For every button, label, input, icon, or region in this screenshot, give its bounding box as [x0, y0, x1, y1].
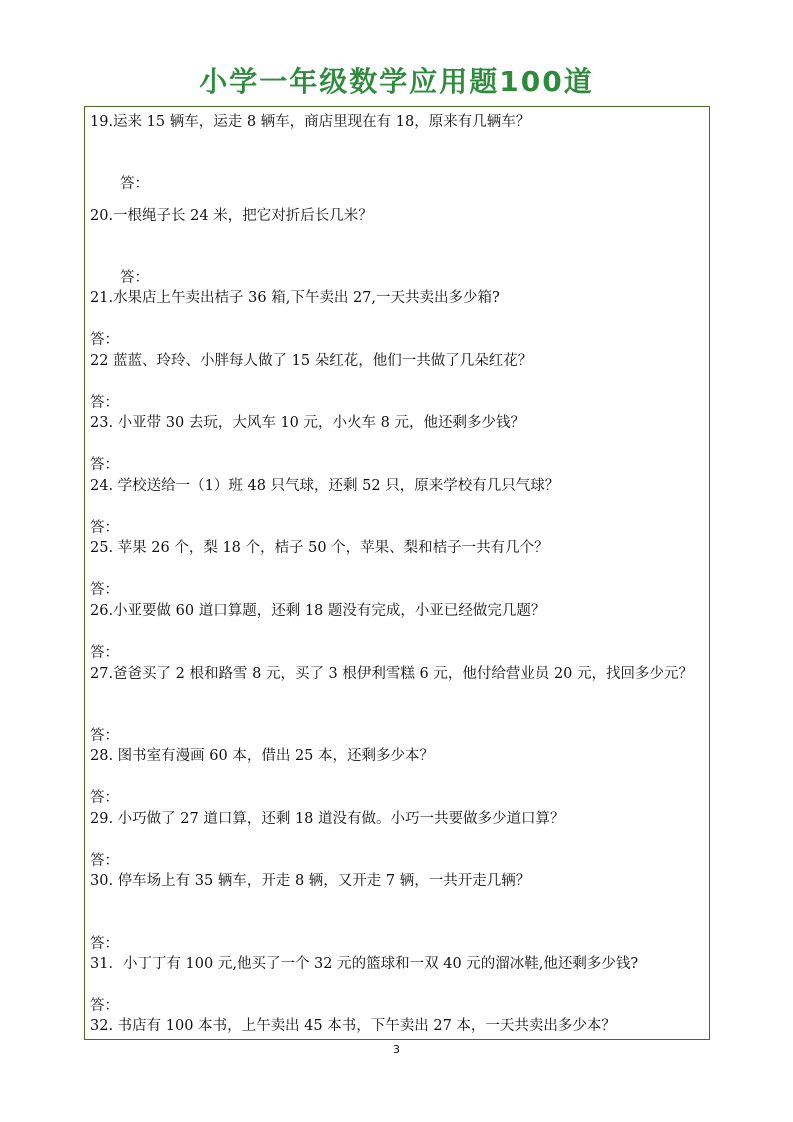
answer-19: 答：	[120, 176, 149, 192]
answer-26: 答：	[90, 645, 119, 661]
page-number: 3	[393, 1043, 400, 1056]
answer-22: 答：	[90, 395, 119, 411]
answer-20: 答：	[120, 270, 149, 286]
answer-21: 答：	[90, 332, 119, 348]
page-title: 小学一年级数学应用题100道	[199, 65, 594, 98]
question-20: 20.一根绳子长 24 米，把它对折后长几米？	[90, 208, 373, 224]
question-23: 23. 小亚带 30 去玩，大风车 10 元，小火车 8 元，他还剩多少钱？	[90, 415, 525, 431]
answer-25: 答：	[90, 582, 119, 598]
answer-30: 答：	[90, 936, 119, 952]
question-19: 19.运来 15 辆车，运走 8 辆车，商店里现在有 18，原来有几辆车？	[90, 114, 531, 130]
question-26: 26.小亚要做 60 道口算题，还剩 18 题没有完成，小亚已经做完几题？	[90, 603, 546, 619]
question-30: 30. 停车场上有 35 辆车，开走 8 辆，又开走 7 辆，一共开走几辆？	[90, 873, 531, 889]
content-frame	[84, 106, 710, 1040]
answer-23: 答：	[90, 457, 119, 473]
question-31: 31．小丁丁有 100 元,他买了一个 32 元的篮球和一双 40 元的溜冰鞋,他还剩多少钱?	[90, 956, 639, 972]
question-32: 32. 书店有 100 本书，上午卖出 45 本书，下午卖出 27 本，一天共卖出多少本？	[90, 1018, 616, 1034]
answer-31: 答：	[90, 998, 119, 1014]
question-29: 29. 小巧做了 27 道口算，还剩 18 道没有做。小巧一共要做多少道口算？	[90, 811, 565, 827]
question-28: 28. 图书室有漫画 60 本，借出 25 本，还剩多少本？	[90, 748, 435, 764]
answer-27: 答：	[90, 728, 119, 744]
question-22: 22 蓝蓝、玲玲、小胖每人做了 15 朵红花，他们一共做了几朵红花？	[90, 353, 533, 369]
answer-24: 答：	[90, 520, 119, 536]
answer-28: 答：	[90, 790, 119, 806]
question-27: 27.爸爸买了 2 根和路雪 8 元，买了 3 根伊利雪糕 6 元，他付给营业员 20 元，找回多少元？	[90, 666, 694, 682]
question-24: 24. 学校送给一（1）班 48 只气球，还剩 52 只，原来学校有几只气球？	[90, 478, 560, 494]
question-21: 21.水果店上午卖出桔子 36 箱,下午卖出 27,一天共卖出多少箱?	[90, 290, 500, 306]
answer-29: 答：	[90, 853, 119, 869]
question-25: 25. 苹果 26 个，梨 18 个，桔子 50 个，苹果、梨和桔子一共有几个？	[90, 540, 549, 556]
